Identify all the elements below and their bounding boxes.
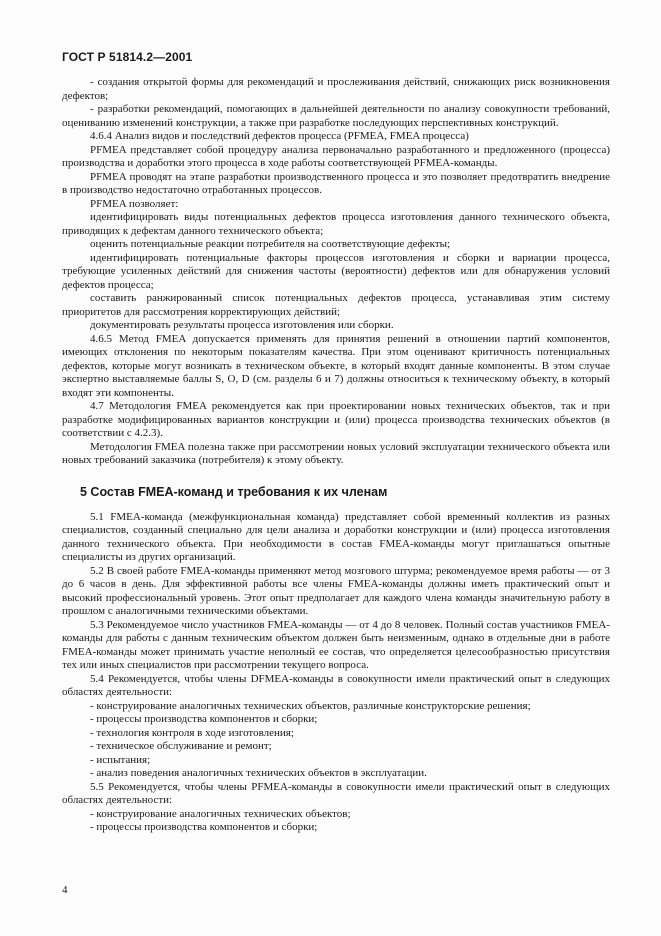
paragraph: оценить потенциальные реакции потребителя на соответствующие дефекты; [90,238,451,250]
document-header: ГОСТ Р 51814.2—2001 [62,50,193,64]
list-item: - технология контроля в ходе изготовления; [90,726,294,739]
paragraph: 5.3 Рекомендуемое число участников FMEA-команды — от 4 до 8 человек. Полный состав участников FMEA-команды для работы с данным техническим объектом должен быть неизменным, однако в отдельные дни в работе FMEA-команды может принимать участие неполный ее состав, что определяется целесообразностью присутствия тех или иных специалистов при рассмотрении текущего вопроса. [62,618,610,671]
paragraph: составить ранжированный список потенциальных дефектов процесса, устанавливая этим систему приоритетов для рассмотрения корректирующих действий; [62,292,610,318]
subsection-heading: 4.6.4 Анализ видов и последствий дефектов процесса (PFMEA, FMEA процесса) [90,130,469,142]
list-item: - конструирование аналогичных технических объектов; [90,807,351,820]
paragraph: документировать результаты процесса изготовления или сборки. [90,319,394,331]
page-number: 4 [62,884,68,896]
paragraph: 5.4 Рекомендуется, чтобы члены DFMEA-команды в совокупности имели практический опыт в следующих областях деятельности: [62,672,610,698]
paragraph: идентифицировать виды потенциальных дефектов процесса изготовления данного технического объекта, приводящих к дефектам данного технического объекта; [62,211,610,237]
paragraph: - создания открытой формы для рекомендаций и прослеживания действий, снижающих риск возникновения дефектов; [62,76,610,102]
paragraph: 5.5 Рекомендуется, чтобы члены PFMEA-команды в совокупности имели практический опыт в следующих областях деятельности: [62,780,610,806]
paragraph: идентифицировать потенциальные факторы процессов изготовления и сборки и вариации процесса, требующие усиленных действий для снижения частоты (вероятности) дефектов или для обнаружения условий дефектов процесса; [62,251,610,291]
paragraph: 5.1 FMEA-команда (межфункциональная команда) представляет собой временный коллектив из разных специалистов, созданный специально для цели анализа и доработки конструкции и (или) процесса изготовления данного технического объекта. При необходимости в состав FMEA-команды могут приглашаться опытные специалисты из других организаций. [62,510,610,563]
section-title: 5 Состав FMEA-команд и требования к их членам [80,484,388,499]
paragraph: PFMEA представляет собой процедуру анализа первоначально разработанного и предложенного (процесса) производства и доработки этого процесса в ходе работы соответствующей PFMEA-команды. [62,143,610,169]
paragraph: 4.6.5 Метод FMEA допускается применять для принятия решений в отношении партий компонентов, имеющих отклонения по некоторым показателям качества. При этом оценивают критичность потенциальных дефектов, которые могут возникать в техническом объекте, в который входят данные компоненты. В этом случае экспертно выставляемые баллы S, O, D (см. разделы 6 и 7) должны относиться к техническому объекту, в который входят эти компоненты. [62,332,610,399]
paragraph: 4.7 Методология FMEA рекомендуется как при проектировании новых технических объектов, так и при разработке модифицированных вариантов конструкции и (или) процесса производства технических объектов (в соответствии с 4.2.3). [62,400,610,439]
list-item: - процессы производства компонентов и сборки; [90,713,318,725]
list-item: - процессы производства компонентов и сборки; [90,821,318,833]
paragraph: PFMEA проводят на этапе разработки производственного процесса и это позволяет предотвратить внедрение в производство недостаточно отработанных процессов. [62,170,610,196]
paragraph: PFMEA позволяет: [90,197,179,210]
paragraph: Методология FMEA полезна также при рассмотрении новых условий эксплуатации технического объекта или новых требований заказчика (потребителя) к этому объекту. [62,440,610,466]
list-item: - анализ поведения аналогичных технических объектов в эксплуатации. [90,767,427,779]
paragraph: 5.2 В своей работе FMEA-команды применяют метод мозгового штурма; рекомендуемое время работы — от 3 до 6 часов в день. Для эффективной работы все члены FMEA-команды должны иметь практический опыт и высокий профессиональный уровень. Этот опыт предполагает для каждого члена команды значительную работу в прошлом с аналогичными техническими объектами. [62,564,610,617]
paragraph: - разработки рекомендаций, помогающих в дальнейшей деятельности по анализу совокупности требований, оцениванию изменений конструкции, а также при разработке последующих перспективных конструкций. [62,103,610,129]
list-item: - испытания; [90,753,151,766]
list-item: - конструирование аналогичных технических объектов, различные конструкторские решения; [90,699,531,712]
list-item: - техническое обслуживание и ремонт; [90,740,272,752]
document-body [62,76,610,835]
